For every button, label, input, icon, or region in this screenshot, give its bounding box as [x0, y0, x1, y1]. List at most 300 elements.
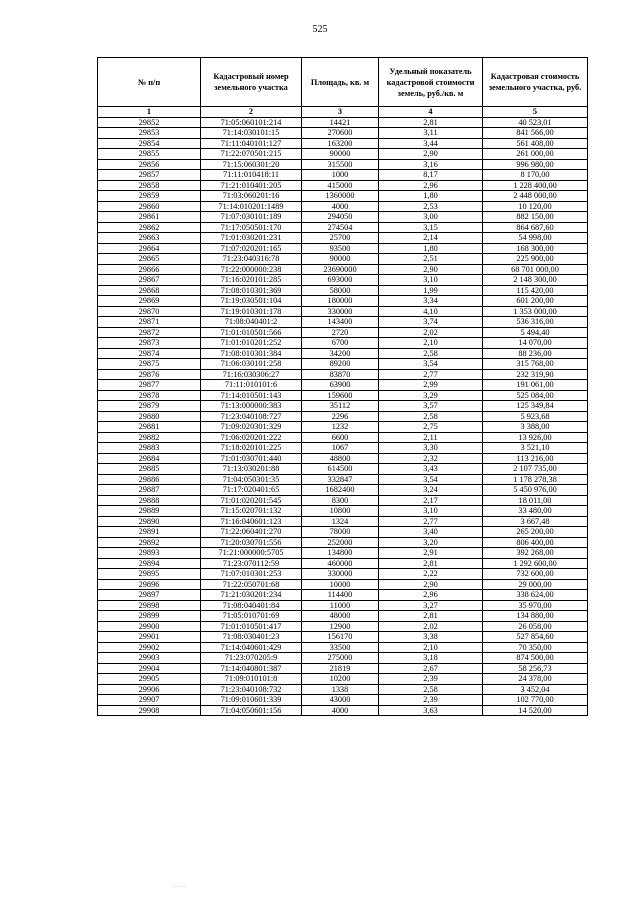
specific-value-cell: 2,58: [379, 348, 483, 359]
specific-value-cell: 2,81: [379, 611, 483, 622]
cadastral-number-cell: 71:15:060301:20: [201, 159, 302, 170]
table-row: [98, 348, 588, 359]
table-row: [98, 590, 588, 601]
specific-value-cell: 2,39: [379, 695, 483, 706]
cadastral-number-cell: 71:04:050601:156: [201, 705, 302, 716]
specific-value-cell: 1,80: [379, 191, 483, 202]
row-number-cell: 29890: [98, 516, 201, 527]
cadastral-number-cell: 71:17:020401:65: [201, 485, 302, 496]
cadastral-value-cell: 2 148 300,00: [483, 275, 588, 286]
table-row: [98, 527, 588, 538]
cadastral-value-cell: 14 520,00: [483, 705, 588, 716]
area-cell: 23690000: [302, 264, 379, 275]
specific-value-cell: 2,91: [379, 548, 483, 559]
cadastral-value-cell: 54 998,00: [483, 233, 588, 244]
row-number-cell: 29901: [98, 632, 201, 643]
cadastral-number-cell: 71:09:020301:329: [201, 422, 302, 433]
specific-value-cell: 2,99: [379, 380, 483, 391]
cadastral-number-cell: 71:09:010601:339: [201, 695, 302, 706]
row-number-cell: 29879: [98, 401, 201, 412]
area-cell: 252000: [302, 537, 379, 548]
table-row: [98, 159, 588, 170]
area-cell: 35112: [302, 401, 379, 412]
area-cell: 2296: [302, 411, 379, 422]
specific-value-cell: 4,10: [379, 306, 483, 317]
cadastral-value-cell: 315 768,00: [483, 359, 588, 370]
cadastral-value-cell: 33 480,00: [483, 506, 588, 517]
cadastral-value-cell: 8 170,00: [483, 170, 588, 181]
cadastral-number-cell: 71:01:030201:231: [201, 233, 302, 244]
cadastral-value-cell: 35 970,00: [483, 600, 588, 611]
table-row: [98, 401, 588, 412]
cadastral-number-cell: 71:14:040801:387: [201, 663, 302, 674]
table-row: [98, 495, 588, 506]
table-row: [98, 674, 588, 685]
table-row: [98, 201, 588, 212]
specific-value-cell: 3,63: [379, 705, 483, 716]
area-cell: 180000: [302, 296, 379, 307]
row-number-cell: 29854: [98, 138, 201, 149]
cadastral-value-cell: 392 268,00: [483, 548, 588, 559]
table-row: [98, 432, 588, 443]
specific-value-cell: 3,43: [379, 464, 483, 475]
table-row: [98, 642, 588, 653]
row-number-cell: 29877: [98, 380, 201, 391]
row-number-cell: 29861: [98, 212, 201, 223]
area-cell: 4000: [302, 705, 379, 716]
cadastral-value-cell: 1 228 400,00: [483, 180, 588, 191]
cadastral-number-cell: 71:05:010701:69: [201, 611, 302, 622]
cadastral-value-cell: 261 000,00: [483, 149, 588, 160]
table-row: [98, 380, 588, 391]
cadastral-value-cell: 13 926,00: [483, 432, 588, 443]
cadastral-value-cell: 338 624,00: [483, 590, 588, 601]
specific-value-cell: 3,11: [379, 128, 483, 139]
cadastral-number-cell: 71:14:040601:429: [201, 642, 302, 653]
row-number-cell: 29893: [98, 548, 201, 559]
cadastral-value-cell: 3 388,00: [483, 422, 588, 433]
table-row: [98, 422, 588, 433]
cadastral-value-cell: 191 061,00: [483, 380, 588, 391]
cadastral-value-cell: 134 880,00: [483, 611, 588, 622]
cadastral-value-cell: 26 058,00: [483, 621, 588, 632]
row-number-cell: 29874: [98, 348, 201, 359]
cadastral-number-cell: 71:20:030701:556: [201, 537, 302, 548]
area-cell: 43000: [302, 695, 379, 706]
area-cell: 33500: [302, 642, 379, 653]
row-number-cell: 29881: [98, 422, 201, 433]
row-number-cell: 29904: [98, 663, 201, 674]
table-row: [98, 359, 588, 370]
area-cell: 21819: [302, 663, 379, 674]
column-header-cadastral-value: Кадастровая стоимость земельного участка, руб.: [483, 58, 588, 107]
column-header-cadastral-number: Кадастровый номер земельного участка: [201, 58, 302, 107]
row-number-cell: 29882: [98, 432, 201, 443]
area-cell: 10800: [302, 506, 379, 517]
table-row: [98, 317, 588, 328]
cadastral-value-cell: 601 200,00: [483, 296, 588, 307]
specific-value-cell: 2,75: [379, 422, 483, 433]
table-row: [98, 254, 588, 265]
cadastral-value-cell: 3 521,10: [483, 443, 588, 454]
table-row: [98, 516, 588, 527]
column-number-row: [98, 107, 588, 118]
cadastral-value-cell: 2 448 000,00: [483, 191, 588, 202]
cadastral-value-cell: 115 420,00: [483, 285, 588, 296]
area-cell: 460000: [302, 558, 379, 569]
area-cell: 134800: [302, 548, 379, 559]
specific-value-cell: 2,02: [379, 327, 483, 338]
cadastral-number-cell: 71:08:040401:84: [201, 600, 302, 611]
cadastral-value-cell: 29 000,00: [483, 579, 588, 590]
cadastral-value-cell: 864 687,60: [483, 222, 588, 233]
cadastral-number-cell: 71:11:040101:127: [201, 138, 302, 149]
area-cell: 8300: [302, 495, 379, 506]
table-row: [98, 327, 588, 338]
table-row: [98, 548, 588, 559]
area-cell: 1232: [302, 422, 379, 433]
table-row: [98, 411, 588, 422]
cadastral-value-cell: 841 566,00: [483, 128, 588, 139]
specific-value-cell: 8,17: [379, 170, 483, 181]
table-header-row: [98, 58, 588, 107]
specific-value-cell: 2,67: [379, 663, 483, 674]
row-number-cell: 29852: [98, 117, 201, 128]
specific-value-cell: 2,10: [379, 642, 483, 653]
specific-value-cell: 3,00: [379, 212, 483, 223]
cadastral-value-cell: 536 316,00: [483, 317, 588, 328]
table-row: [98, 212, 588, 223]
area-cell: 12900: [302, 621, 379, 632]
cadastral-value-cell: 3 667,48: [483, 516, 588, 527]
table-row: [98, 569, 588, 580]
footer-mark: ·····: [172, 884, 187, 890]
row-number-cell: 29885: [98, 464, 201, 475]
cadastral-value-cell: 5 450 976,00: [483, 485, 588, 496]
cadastral-value-cell: 125 349,84: [483, 401, 588, 412]
specific-value-cell: 2,90: [379, 149, 483, 160]
cadastral-number-cell: 71:13:000000:383: [201, 401, 302, 412]
table-row: [98, 653, 588, 664]
table-row: [98, 464, 588, 475]
row-number-cell: 29908: [98, 705, 201, 716]
area-cell: 315500: [302, 159, 379, 170]
row-number-cell: 29876: [98, 369, 201, 380]
cadastral-number-cell: 71:14:010201:1489: [201, 201, 302, 212]
table-row: [98, 149, 588, 160]
table-row: [98, 611, 588, 622]
row-number-cell: 29887: [98, 485, 201, 496]
row-number-cell: 29870: [98, 306, 201, 317]
cadastral-number-cell: 71:14:030101:15: [201, 128, 302, 139]
column-header-specific-value: Удельный показатель кадастровой стоимости земель, руб./кв. м: [379, 58, 483, 107]
row-number-cell: 29875: [98, 359, 201, 370]
specific-value-cell: 2,81: [379, 117, 483, 128]
area-cell: 1682400: [302, 485, 379, 496]
cadastral-number-cell: 71:06:030101:258: [201, 359, 302, 370]
row-number-cell: 29872: [98, 327, 201, 338]
area-cell: 163200: [302, 138, 379, 149]
column-number: 5: [483, 107, 588, 118]
table-row: [98, 621, 588, 632]
column-number: 3: [302, 107, 379, 118]
specific-value-cell: 2,81: [379, 558, 483, 569]
row-number-cell: 29898: [98, 600, 201, 611]
row-number-cell: 29862: [98, 222, 201, 233]
area-cell: 10200: [302, 674, 379, 685]
specific-value-cell: 2,39: [379, 674, 483, 685]
cadastral-number-cell: 71:01:010501:417: [201, 621, 302, 632]
specific-value-cell: 3,54: [379, 474, 483, 485]
cadastral-value-cell: 5 923,68: [483, 411, 588, 422]
area-cell: 10000: [302, 579, 379, 590]
specific-value-cell: 2,22: [379, 569, 483, 580]
specific-value-cell: 3,30: [379, 443, 483, 454]
cadastral-value-cell: 10 120,00: [483, 201, 588, 212]
table-row: [98, 485, 588, 496]
row-number-cell: 29878: [98, 390, 201, 401]
specific-value-cell: 2,90: [379, 579, 483, 590]
area-cell: 90000: [302, 149, 379, 160]
area-cell: 93500: [302, 243, 379, 254]
area-cell: 2720: [302, 327, 379, 338]
cadastral-number-cell: 71:21:000000:5705: [201, 548, 302, 559]
cadastral-number-cell: 71:08:040401:2: [201, 317, 302, 328]
cadastral-number-cell: 71:11:010418:11: [201, 170, 302, 181]
specific-value-cell: 1,99: [379, 285, 483, 296]
table-row: [98, 579, 588, 590]
area-cell: 294050: [302, 212, 379, 223]
area-cell: 270600: [302, 128, 379, 139]
area-cell: 63900: [302, 380, 379, 391]
cadastral-number-cell: 71:01:030701:440: [201, 453, 302, 464]
cadastral-number-cell: 71:09:010101:8: [201, 674, 302, 685]
table-row: [98, 180, 588, 191]
cadastral-value-cell: 265 200,00: [483, 527, 588, 538]
cadastral-number-cell: 71:14:010501:143: [201, 390, 302, 401]
cadastral-value-cell: 88 236,00: [483, 348, 588, 359]
row-number-cell: 29895: [98, 569, 201, 580]
area-cell: 159600: [302, 390, 379, 401]
cadastral-number-cell: 71:23:070205:9: [201, 653, 302, 664]
area-cell: 90000: [302, 254, 379, 265]
cadastral-number-cell: 71:01:010501:566: [201, 327, 302, 338]
area-cell: 156170: [302, 632, 379, 643]
cadastral-value-cell: 225 900,00: [483, 254, 588, 265]
row-number-cell: 29858: [98, 180, 201, 191]
table-row: [98, 443, 588, 454]
table-row: [98, 537, 588, 548]
row-number-cell: 29886: [98, 474, 201, 485]
row-number-cell: 29856: [98, 159, 201, 170]
cadastral-number-cell: 71:23:040316:78: [201, 254, 302, 265]
cadastral-number-cell: 71:07:010301:253: [201, 569, 302, 580]
area-cell: 34200: [302, 348, 379, 359]
column-number: 2: [201, 107, 302, 118]
row-number-cell: 29900: [98, 621, 201, 632]
area-cell: 58000: [302, 285, 379, 296]
cadastral-number-cell: 71:01:010201:252: [201, 338, 302, 349]
row-number-cell: 29897: [98, 590, 201, 601]
row-number-cell: 29899: [98, 611, 201, 622]
row-number-cell: 29889: [98, 506, 201, 517]
specific-value-cell: 3,18: [379, 653, 483, 664]
cadastral-value-cell: 525 084,00: [483, 390, 588, 401]
table-row: [98, 369, 588, 380]
area-cell: 330000: [302, 306, 379, 317]
specific-value-cell: 3,54: [379, 359, 483, 370]
cadastral-number-cell: 71:15:020701:132: [201, 506, 302, 517]
row-number-cell: 29896: [98, 579, 201, 590]
table-row: [98, 474, 588, 485]
table-row: [98, 138, 588, 149]
cadastral-number-cell: 71:08:030401:23: [201, 632, 302, 643]
cadastral-number-cell: 71:22:070501:215: [201, 149, 302, 160]
area-cell: 89200: [302, 359, 379, 370]
row-number-cell: 29869: [98, 296, 201, 307]
row-number-cell: 29864: [98, 243, 201, 254]
area-cell: 25700: [302, 233, 379, 244]
area-cell: 143400: [302, 317, 379, 328]
specific-value-cell: 2,10: [379, 338, 483, 349]
row-number-cell: 29905: [98, 674, 201, 685]
cadastral-number-cell: 71:22:050701:68: [201, 579, 302, 590]
area-cell: 275000: [302, 653, 379, 664]
specific-value-cell: 3,27: [379, 600, 483, 611]
area-cell: 274504: [302, 222, 379, 233]
specific-value-cell: 3,74: [379, 317, 483, 328]
cadastral-number-cell: 71:17:050501:170: [201, 222, 302, 233]
cadastral-value-cell: 5 494,40: [483, 327, 588, 338]
row-number-cell: 29892: [98, 537, 201, 548]
cadastral-number-cell: 71:08:010301:384: [201, 348, 302, 359]
cadastral-value-cell: 732 600,00: [483, 569, 588, 580]
specific-value-cell: 3,10: [379, 275, 483, 286]
specific-value-cell: 3,40: [379, 527, 483, 538]
table-row: [98, 684, 588, 695]
cadastral-number-cell: 71:23:070112:59: [201, 558, 302, 569]
cadastral-value-cell: 68 701 000,00: [483, 264, 588, 275]
area-cell: 4000: [302, 201, 379, 212]
table-row: [98, 222, 588, 233]
area-cell: 48800: [302, 453, 379, 464]
cadastral-value-cell: 806 400,00: [483, 537, 588, 548]
cadastral-value-cell: 996 980,00: [483, 159, 588, 170]
area-cell: 114400: [302, 590, 379, 601]
table-row: [98, 117, 588, 128]
cadastral-number-cell: 71:22:000000:238: [201, 264, 302, 275]
row-number-cell: 29867: [98, 275, 201, 286]
column-header-number: № п/п: [98, 58, 201, 107]
specific-value-cell: 2,90: [379, 264, 483, 275]
cadastral-number-cell: 71:21:030201:234: [201, 590, 302, 601]
specific-value-cell: 2,17: [379, 495, 483, 506]
cadastral-number-cell: 71:07:030101:189: [201, 212, 302, 223]
page-number: 525: [312, 24, 328, 35]
row-number-cell: 29894: [98, 558, 201, 569]
table-row: [98, 170, 588, 181]
cadastral-number-cell: 71:03:060201:16: [201, 191, 302, 202]
cadastral-number-cell: 71:21:010401:205: [201, 180, 302, 191]
table-row: [98, 506, 588, 517]
table-row: [98, 705, 588, 716]
row-number-cell: 29868: [98, 285, 201, 296]
row-number-cell: 29907: [98, 695, 201, 706]
table-row: [98, 275, 588, 286]
specific-value-cell: 3,24: [379, 485, 483, 496]
column-number: 1: [98, 107, 201, 118]
row-number-cell: 29884: [98, 453, 201, 464]
cadastral-number-cell: 71:08:010301:369: [201, 285, 302, 296]
row-number-cell: 29866: [98, 264, 201, 275]
area-cell: 415000: [302, 180, 379, 191]
cadastral-value-cell: 102 770,00: [483, 695, 588, 706]
table-row: [98, 663, 588, 674]
cadastral-value-cell: 40 523,01: [483, 117, 588, 128]
area-cell: 14421: [302, 117, 379, 128]
specific-value-cell: 2,96: [379, 180, 483, 191]
row-number-cell: 29902: [98, 642, 201, 653]
specific-value-cell: 3,34: [379, 296, 483, 307]
cadastral-number-cell: 71:13:030201:88: [201, 464, 302, 475]
cadastral-value-cell: 882 150,00: [483, 212, 588, 223]
specific-value-cell: 2,14: [379, 233, 483, 244]
cadastral-number-cell: 71:01:020201:545: [201, 495, 302, 506]
cadastral-value-cell: 24 378,00: [483, 674, 588, 685]
cadastral-number-cell: 71:11:010101:6: [201, 380, 302, 391]
cadastral-number-cell: 71:19:030501:104: [201, 296, 302, 307]
area-cell: 330000: [302, 569, 379, 580]
table-body: [98, 117, 588, 716]
cadastral-number-cell: 71:19:010301:178: [201, 306, 302, 317]
specific-value-cell: 3,57: [379, 401, 483, 412]
area-cell: 6700: [302, 338, 379, 349]
specific-value-cell: 3,44: [379, 138, 483, 149]
table-row: [98, 128, 588, 139]
column-header-area: Площадь, кв. м: [302, 58, 379, 107]
row-number-cell: 29860: [98, 201, 201, 212]
table-row: [98, 306, 588, 317]
cadastral-value-cell: 113 216,00: [483, 453, 588, 464]
cadastral-value-table: [97, 57, 588, 716]
specific-value-cell: 2,77: [379, 369, 483, 380]
cadastral-number-cell: 71:18:020101:225: [201, 443, 302, 454]
specific-value-cell: 2,58: [379, 411, 483, 422]
specific-value-cell: 2,02: [379, 621, 483, 632]
row-number-cell: 29855: [98, 149, 201, 160]
row-number-cell: 29903: [98, 653, 201, 664]
area-cell: 614500: [302, 464, 379, 475]
specific-value-cell: 2,96: [379, 590, 483, 601]
table-row: [98, 600, 588, 611]
cadastral-number-cell: 71:16:020101:285: [201, 275, 302, 286]
specific-value-cell: 2,51: [379, 254, 483, 265]
row-number-cell: 29863: [98, 233, 201, 244]
cadastral-value-cell: 1 353 000,00: [483, 306, 588, 317]
table-row: [98, 296, 588, 307]
area-cell: 11000: [302, 600, 379, 611]
cadastral-number-cell: 71:16:030306:27: [201, 369, 302, 380]
cadastral-number-cell: 71:16:040601:123: [201, 516, 302, 527]
specific-value-cell: 2,58: [379, 684, 483, 695]
specific-value-cell: 3,10: [379, 506, 483, 517]
area-cell: 78000: [302, 527, 379, 538]
table-row: [98, 632, 588, 643]
table-row: [98, 264, 588, 275]
specific-value-cell: 2,77: [379, 516, 483, 527]
area-cell: 693000: [302, 275, 379, 286]
area-cell: 6600: [302, 432, 379, 443]
